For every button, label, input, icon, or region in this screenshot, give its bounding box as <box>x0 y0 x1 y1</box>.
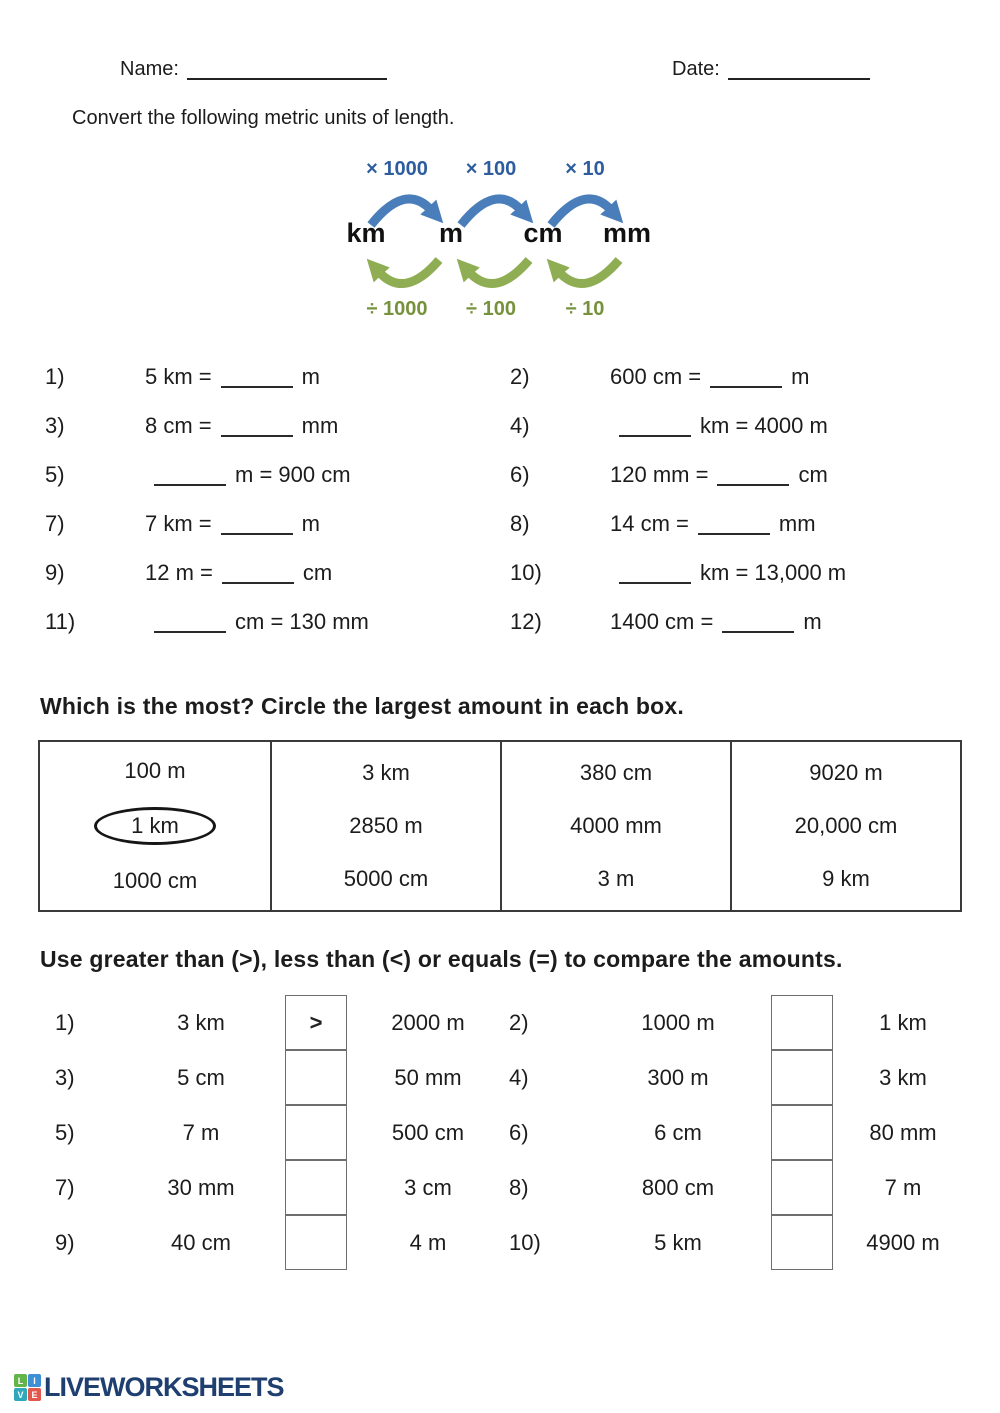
comparison-problems <box>55 995 973 1270</box>
answer-blank[interactable] <box>221 366 293 388</box>
compare-right-value: 3 cm <box>404 1174 452 1200</box>
compare-left-value: 5 km <box>654 1229 702 1255</box>
problem-number: 7) <box>45 510 65 536</box>
compare-right-value: 50 mm <box>394 1064 462 1090</box>
problem-text: 5 km = m <box>145 363 320 389</box>
table-box-1 <box>40 742 270 910</box>
compare-right-value: 80 mm <box>869 1119 937 1145</box>
problem-number: 4) <box>509 1064 529 1090</box>
problem-number: 10) <box>509 1229 541 1255</box>
table-box-3 <box>500 742 730 910</box>
compare-right-value: 500 cm <box>391 1119 465 1145</box>
divide-arrow-icon <box>363 254 447 292</box>
problem-text: km = 4000 m <box>610 401 955 450</box>
compare-left-value: 300 m <box>647 1064 709 1090</box>
compare-left-value: 7 m <box>182 1119 220 1145</box>
compare-left-value: 3 km <box>177 1009 225 1035</box>
answer-blank[interactable] <box>722 611 794 633</box>
table-box-2 <box>270 742 500 910</box>
compare-left-value: 40 cm <box>171 1229 231 1255</box>
comparison-answer-box[interactable] <box>285 1215 347 1270</box>
divide-label-1000: ÷ 1000 <box>366 298 428 320</box>
problem-text: 7 km = m <box>145 510 320 536</box>
divide-label-10: ÷ 10 <box>565 298 605 320</box>
answer-blank[interactable] <box>222 562 294 584</box>
problem-number: 2) <box>510 363 530 389</box>
name-label: Name: <box>120 58 179 80</box>
divide-arrow-icon <box>543 254 627 292</box>
amount-option[interactable]: 2850 m <box>349 812 423 838</box>
unit-conversion-diagram <box>330 158 675 330</box>
amount-option[interactable]: 100 m <box>124 757 186 783</box>
problem-number: 8) <box>510 510 530 536</box>
comparison-answer-box[interactable] <box>771 995 833 1050</box>
logo-square-l: L <box>14 1374 27 1387</box>
amount-option[interactable]: 4000 mm <box>570 812 662 838</box>
comparison-answer-box[interactable] <box>285 1160 347 1215</box>
comparison-answer-box[interactable] <box>771 1050 833 1105</box>
amount-option[interactable]: 1000 cm <box>112 868 198 894</box>
convert-instruction: Convert the following metric units of length. <box>72 107 455 129</box>
problem-number: 1) <box>45 363 65 389</box>
compare-left-value: 5 cm <box>177 1064 225 1090</box>
amount-option[interactable]: 380 cm <box>579 759 653 785</box>
problem-number: 5) <box>45 461 65 487</box>
compare-right-value: 2000 m <box>391 1009 465 1035</box>
multiply-label-10: × 10 <box>565 158 605 180</box>
problem-text: 120 mm = cm <box>610 461 828 487</box>
divide-arrow-icon <box>453 254 537 292</box>
compare-left-value: 800 cm <box>641 1174 715 1200</box>
unit-km: km <box>346 218 386 248</box>
circle-annotation[interactable] <box>94 807 216 845</box>
problem-number: 3) <box>45 412 65 438</box>
compare-left-value: 6 cm <box>654 1119 702 1145</box>
compare-right-value: 3 km <box>879 1064 927 1090</box>
problem-number: 5) <box>55 1119 75 1145</box>
problem-text: 600 cm = m <box>610 363 810 389</box>
amount-option[interactable]: 9 km <box>822 866 870 892</box>
answer-blank[interactable] <box>154 611 226 633</box>
problem-number: 1) <box>55 1009 75 1035</box>
name-line <box>120 58 387 81</box>
answer-blank[interactable] <box>154 464 226 486</box>
amount-option[interactable]: 3 m <box>597 866 635 892</box>
problem-text: km = 13,000 m <box>610 548 955 597</box>
problem-number: 9) <box>55 1229 75 1255</box>
problem-number: 6) <box>509 1119 529 1145</box>
compare-left-value: 1000 m <box>641 1009 715 1035</box>
amount-option[interactable]: 20,000 cm <box>794 812 898 838</box>
unit-m: m <box>438 218 463 248</box>
comparison-answer-box[interactable] <box>285 1105 347 1160</box>
comparison-answer-box[interactable] <box>285 1050 347 1105</box>
problem-number: 8) <box>509 1174 529 1200</box>
multiply-label-1000: × 1000 <box>366 158 428 180</box>
answer-blank[interactable] <box>717 464 789 486</box>
comparison-answer-box[interactable]: > <box>285 995 347 1050</box>
problem-number: 9) <box>45 559 65 585</box>
largest-amount-table <box>38 740 962 912</box>
liveworksheets-logo-icon <box>14 1374 41 1401</box>
problem-number: 11) <box>45 608 76 634</box>
liveworksheets-logo <box>14 1372 284 1403</box>
problem-number: 12) <box>510 608 542 634</box>
date-line <box>672 58 870 81</box>
compare-section-heading: Use greater than (>), less than (<) or equals (=) to compare the amounts. <box>40 946 843 972</box>
answer-blank[interactable] <box>710 366 782 388</box>
problem-text: 8 cm = mm <box>145 412 339 438</box>
comparison-answer-box[interactable] <box>771 1160 833 1215</box>
problem-number: 7) <box>55 1174 75 1200</box>
amount-option[interactable]: 9020 m <box>809 759 883 785</box>
compare-left-value: 30 mm <box>167 1174 235 1200</box>
unit-cm: cm <box>523 218 563 248</box>
amount-option[interactable]: 3 km <box>362 759 410 785</box>
problem-number: 6) <box>510 461 530 487</box>
amount-option: 1 km <box>131 812 179 838</box>
problem-number: 10) <box>510 559 542 585</box>
unit-mm: mm <box>602 218 651 248</box>
problem-text: m = 900 cm <box>145 450 510 499</box>
logo-wordmark: LIVEWORKSHEETS <box>44 1372 284 1402</box>
answer-blank[interactable] <box>619 562 691 584</box>
logo-square-i: I <box>28 1374 41 1387</box>
divide-label-100: ÷ 100 <box>466 298 516 320</box>
problem-number: 3) <box>55 1064 75 1090</box>
amount-option[interactable]: 5000 cm <box>343 866 429 892</box>
problem-number: 4) <box>510 412 530 438</box>
answer-blank[interactable] <box>619 415 691 437</box>
answer-blank[interactable] <box>698 513 770 535</box>
logo-square-v: V <box>14 1388 27 1401</box>
problem-text: 14 cm = mm <box>610 510 816 536</box>
table-box-4 <box>730 742 960 910</box>
problem-text: cm = 130 mm <box>145 597 510 646</box>
multiply-label-100: × 100 <box>465 158 517 180</box>
compare-right-value: 7 m <box>884 1174 922 1200</box>
problem-number: 2) <box>509 1009 529 1035</box>
problem-text: 1400 cm = m <box>610 608 822 634</box>
date-label: Date: <box>672 58 720 80</box>
compare-right-value: 1 km <box>879 1009 927 1035</box>
date-input-blank[interactable] <box>728 58 870 80</box>
answer-blank[interactable] <box>221 415 293 437</box>
comparison-answer-box[interactable] <box>771 1105 833 1160</box>
compare-right-value: 4900 m <box>866 1229 940 1255</box>
logo-square-e: E <box>28 1388 41 1401</box>
conversion-problems <box>45 352 955 646</box>
most-section-heading: Which is the most? Circle the largest amount in each box. <box>40 693 685 719</box>
compare-right-value: 4 m <box>409 1229 447 1255</box>
answer-blank[interactable] <box>221 513 293 535</box>
problem-text: 12 m = cm <box>145 559 333 585</box>
name-input-blank[interactable] <box>187 58 387 80</box>
comparison-answer-box[interactable] <box>771 1215 833 1270</box>
